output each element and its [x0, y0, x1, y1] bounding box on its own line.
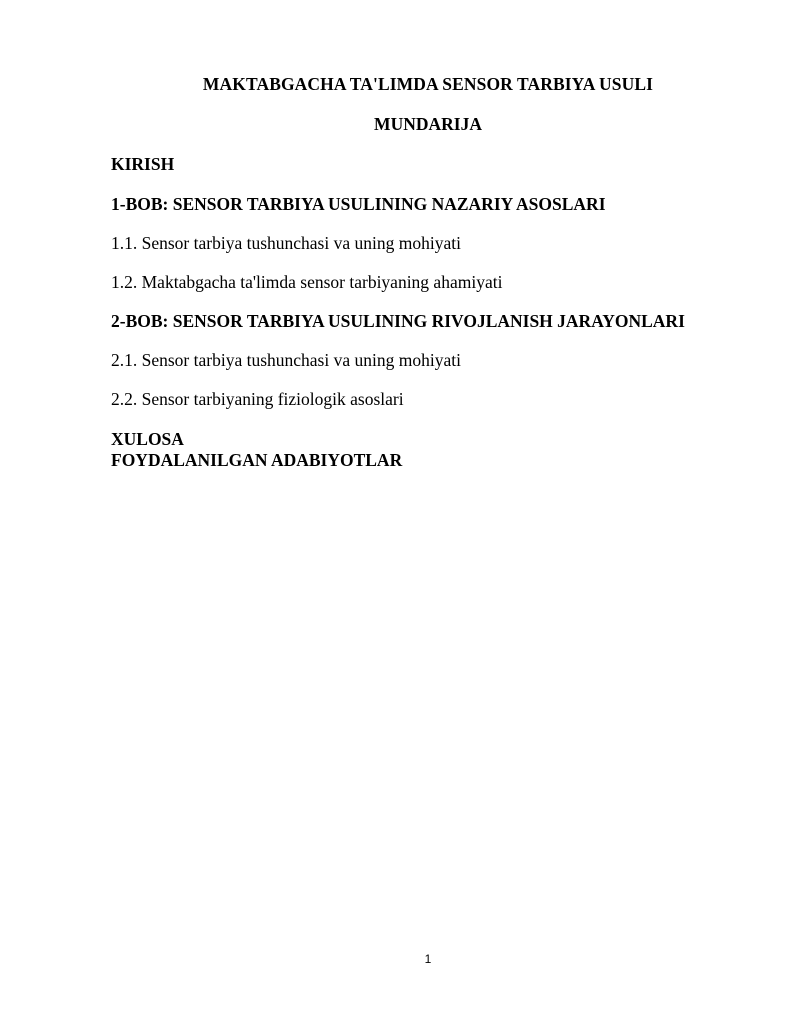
toc-entry-introduction: KIRISH	[111, 154, 175, 174]
toc-entry-section-2-2: 2.2. Sensor tarbiyaning fiziologik asoslari	[111, 389, 404, 409]
toc-entry-conclusion: XULOSA	[111, 429, 184, 449]
toc-entry-section-1-1: 1.1. Sensor tarbiya tushunchasi va uning mohiyati	[111, 233, 461, 253]
toc-entry-section-2-1: 2.1. Sensor tarbiya tushunchasi va uning mohiyati	[111, 350, 461, 370]
toc-heading: MUNDARIJA	[374, 114, 482, 134]
toc-entry-chapter-1: 1-BOB: SENSOR TARBIYA USULINING NAZARIY ASOSLARI	[111, 194, 606, 214]
toc-entry-chapter-2: 2-BOB: SENSOR TARBIYA USULINING RIVOJLANISH JARAYONLARI	[111, 311, 685, 331]
toc-entry-references: FOYDALANILGAN ADABIYOTLAR	[111, 450, 403, 470]
document-title: MAKTABGACHA TA'LIMDA SENSOR TARBIYA USULI	[202, 74, 654, 94]
page-number: 1	[424, 952, 432, 966]
toc-entry-section-1-2: 1.2. Maktabgacha ta'limda sensor tarbiyaning ahamiyati	[111, 272, 503, 292]
